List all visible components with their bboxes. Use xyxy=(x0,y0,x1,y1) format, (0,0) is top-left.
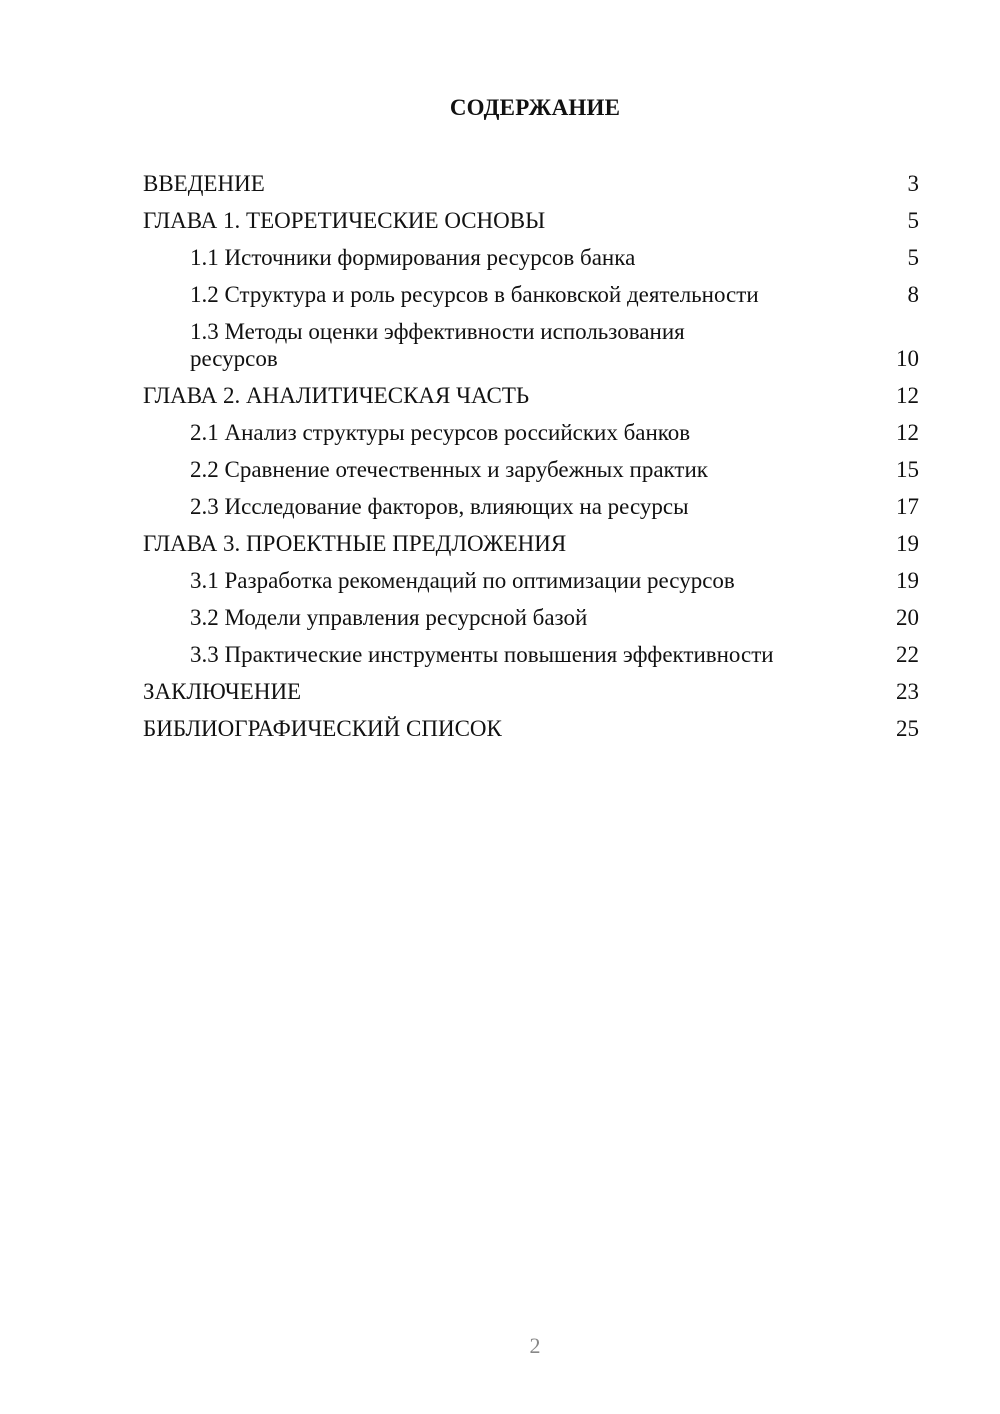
toc-entry-text: 2.3 Исследование факторов, влияющих на ресурсы xyxy=(190,494,689,519)
toc-entry-text: 2.2 Сравнение отечественных и зарубежных практик xyxy=(190,457,708,482)
toc-entry-text: 3.3 Практические инструменты повышения эффективности xyxy=(190,642,774,667)
toc-entry-chapter-1 xyxy=(143,207,919,234)
toc-entry-section-2-2 xyxy=(143,456,919,483)
toc-entry-section-2-3 xyxy=(143,493,919,520)
toc-page-number: 12 xyxy=(896,420,919,445)
toc-entry-text: 1.1 Источники формирования ресурсов банка xyxy=(190,245,636,270)
toc-page-number: 3 xyxy=(907,171,919,196)
toc-entry-text: ГЛАВА 2. АНАЛИТИЧЕСКАЯ ЧАСТЬ xyxy=(143,383,530,408)
toc-entry-text: БИБЛИОГРАФИЧЕСКИЙ СПИСОК xyxy=(143,716,502,741)
toc-page-number: 25 xyxy=(896,716,919,741)
toc-entry-bibliography xyxy=(143,715,919,742)
toc-entry-introduction xyxy=(143,170,919,197)
toc-page-number: 19 xyxy=(896,568,919,593)
toc-entry-section-1-1 xyxy=(143,244,919,271)
toc-entry-text: ГЛАВА 3. ПРОЕКТНЫЕ ПРЕДЛОЖЕНИЯ xyxy=(143,531,567,556)
toc-entry-text: 1.3 Методы оценки эффективности использования ресурсов xyxy=(190,319,685,371)
toc-entry-text: 2.1 Анализ структуры ресурсов российских банков xyxy=(190,420,691,445)
toc-page-number: 17 xyxy=(896,494,919,519)
toc-entry-text: 1.2 Структура и роль ресурсов в банковской деятельности xyxy=(190,282,759,307)
toc-entry-text: ЗАКЛЮЧЕНИЕ xyxy=(143,679,302,704)
toc-entry-conclusion xyxy=(143,678,919,705)
toc-page-number: 19 xyxy=(896,531,919,556)
toc-entry-section-2-1 xyxy=(143,419,919,446)
footer-page-number: 2 xyxy=(529,1333,541,1358)
toc-page-number: 8 xyxy=(907,282,919,307)
toc-entry-section-3-1 xyxy=(143,567,919,594)
toc-entry-chapter-2 xyxy=(143,382,919,409)
toc-entry-section-1-3 xyxy=(143,318,919,372)
page-title: СОДЕРЖАНИЕ xyxy=(449,95,621,120)
toc-page-number: 5 xyxy=(907,245,919,270)
toc-page-number: 22 xyxy=(896,642,919,667)
toc-page-number: 20 xyxy=(896,605,919,630)
toc-entry-text: 3.2 Модели управления ресурсной базой xyxy=(190,605,588,630)
toc-page-number: 23 xyxy=(896,679,919,704)
table-of-contents xyxy=(143,170,919,752)
toc-entry-section-3-2 xyxy=(143,604,919,631)
toc-entry-chapter-3 xyxy=(143,530,919,557)
toc-page-number: 5 xyxy=(907,208,919,233)
toc-entry-text: ВВЕДЕНИЕ xyxy=(143,171,265,196)
toc-entry-section-1-2 xyxy=(143,281,919,308)
toc-entry-section-3-3 xyxy=(143,641,919,668)
toc-page-number: 15 xyxy=(896,457,919,482)
toc-entry-text: 3.1 Разработка рекомендаций по оптимизации ресурсов xyxy=(190,568,735,593)
toc-page-number: 12 xyxy=(896,383,919,408)
toc-page-number: 10 xyxy=(896,346,919,371)
toc-entry-text: ГЛАВА 1. ТЕОРЕТИЧЕСКИЕ ОСНОВЫ xyxy=(143,208,546,233)
